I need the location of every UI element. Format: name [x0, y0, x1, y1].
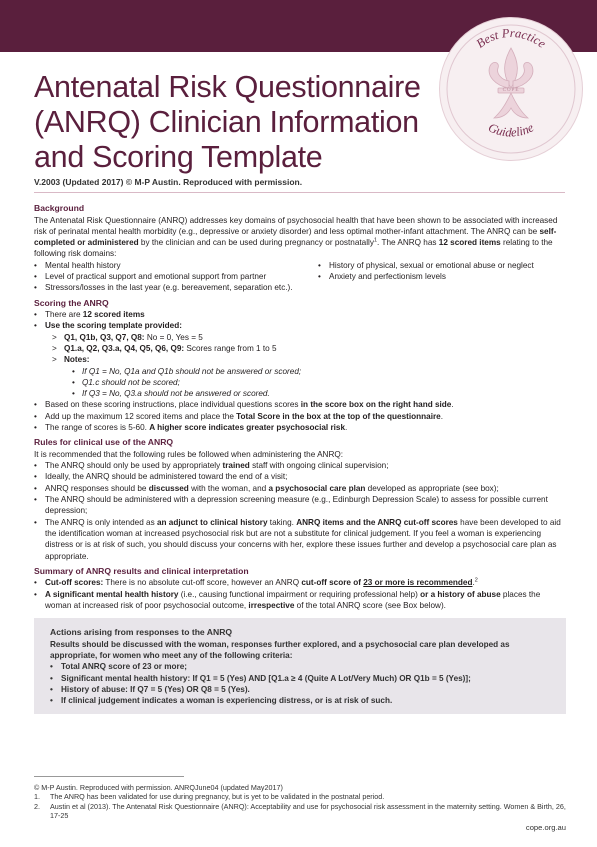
scoring-list	[34, 309, 566, 433]
seal-bottom-text: Guideline	[486, 120, 536, 140]
list-item: • Based on these scoring instructions, place individual questions scores in the score box on the right hand side.	[34, 399, 566, 410]
page-title: Antenatal Risk Questionnaire (ANRQ) Clinician Information and Scoring Template	[34, 70, 421, 174]
list-item: • The ANRQ is only intended as an adjunct to clinical history taking. ANRQ items and the ANRQ cut-off scores have been developed to aid the identification woman at increased psychosocial risk but are not a substitute for clinical judgement. If you feel a woman is experiencing distress or is at risk of such, you should discuss your concerns with her, explore these issues further and develop a psychosocial care plan as appropriate.	[34, 517, 566, 562]
footnote-divider	[34, 776, 184, 777]
note-item: • If Q1 = No, Q1a and Q1b should not be answered or scored;	[34, 366, 566, 377]
list-item: • ANRQ responses should be discussed with the woman, and a psychosocial care plan developed as appropriate (see box);	[34, 483, 566, 494]
background-emphasis: 12 scored items	[438, 238, 501, 248]
seal-center-text: COPE	[502, 88, 520, 93]
list-item: • Mental health history	[34, 260, 318, 271]
list-item: • Anxiety and perfectionism levels	[318, 271, 566, 282]
list-item: • History of physical, sexual or emotional abuse or neglect	[318, 260, 566, 271]
list-item: • The ANRQ should be administered with a depression screening measure (e.g., Edinburgh Depression Scale) to assess for possible current depression;	[34, 494, 566, 517]
sub-list-item: > Q1.a, Q2, Q3.a, Q4, Q5, Q6, Q9: Scores range from 1 to 5	[34, 343, 566, 354]
fleur-de-lis-icon	[489, 48, 533, 118]
copyright-line: © M-P Austin. Reproduced with permission. ANRQJune04 (updated May2017)	[34, 783, 283, 792]
footnotes	[34, 783, 566, 821]
list-item: • The range of scores is 5-60. A higher score indicates greater psychosocial risk.	[34, 422, 566, 433]
list-item: • The ANRQ should only be used by appropriately trained staff with ongoing clinical supervision;	[34, 460, 566, 471]
actions-heading: Actions arising from responses to the ANRQ	[50, 627, 233, 638]
footnote: 2. Austin et al (2013). The Antenatal Risk Questionnaire (ANRQ): Acceptability and use for psychosocial risk assessment in the maternity setting. Women & Birth, 26, 17-25	[34, 801, 566, 821]
risk-domains-col1	[34, 260, 318, 294]
actions-list	[50, 661, 550, 706]
version-line: V.2003 (Updated 2017) © M-P Austin. Reproduced with permission.	[34, 177, 303, 187]
sub-list-item: > Q1, Q1b, Q3, Q7, Q8: No = 0, Yes = 5	[34, 332, 566, 343]
risk-domains	[34, 260, 566, 294]
footnote: 1. The ANRQ has been validated for use during pregnancy, but is yet to be validated in the postnatal period.	[34, 792, 385, 802]
list-item: • Use the scoring template provided:	[34, 320, 566, 331]
list-item: • Add up the maximum 12 scored items and place the Total Score in the box at the top of the questionnaire.	[34, 411, 566, 422]
list-item: • Cut-off scores: There is no absolute cut-off score, however an ANRQ cut-off score of 23 or more is recommended.$^2$	[34, 577, 566, 588]
background-emphasis: self-completed or administered	[34, 226, 557, 248]
divider	[34, 192, 565, 193]
background-heading: Background	[34, 203, 85, 213]
list-item: • If clinical judgement indicates a woman is experiencing distress, or is at risk of such.	[50, 695, 550, 706]
list-item: • Stressors/losses in the last year (e.g. bereavement, separation etc.).	[34, 282, 318, 293]
note-item: • Q1.c should not be scored;	[34, 377, 566, 388]
list-item: • A significant mental health history (i.e., causing functional impairment or requiring professional help) or a history of abuse places the woman at increased risk of poor psychosocial outcome, irrespective of the total ANRQ score (see Box below).	[34, 589, 566, 612]
rules-list	[34, 460, 566, 562]
footnote-ref: 1	[373, 237, 378, 244]
list-item: • History of abuse: If Q7 = 5 (Yes) OR Q8 = 5 (Yes).	[50, 684, 550, 695]
risk-domains-col2	[318, 260, 566, 294]
list-item: • Significant mental health history: If Q1 = 5 (Yes) AND [Q1.a ≥ 4 (Quite A Lot/Very Much) OR Q1b = 5 (Yes)];	[50, 673, 550, 684]
website-link[interactable]: cope.org.au	[525, 823, 566, 832]
background-text: The Antenatal Risk Questionnaire (ANRQ) addresses key domains of psychosocial health that have been shown to be associated with increased risk of perinatal mental health morbidity (e.g., depressive or anxiety disorder) and less optimal mother-infant attachment.	[34, 215, 558, 236]
list-item: • Level of practical support and emotional support from partner	[34, 271, 318, 282]
summary-heading: Summary of ANRQ results and clinical interpretation	[34, 565, 249, 576]
seal-graphic	[440, 18, 582, 160]
background-paragraph	[34, 215, 566, 260]
list-item: • There are 12 scored items	[34, 309, 566, 320]
background-text: . The ANRQ has	[377, 238, 439, 248]
note-item: • If Q3 = No, Q3.a should not be answered or scored.	[34, 388, 566, 399]
actions-box	[34, 618, 566, 714]
background-text: relating to the following risk domains:	[34, 238, 553, 259]
seal-top-text: Best Practice	[473, 25, 549, 51]
actions-intro: Results should be discussed with the woman, responses further explored, and a psychosocial care plan developed as appropriate, for women who meet any of the following criteria:	[50, 639, 510, 660]
rules-heading: Rules for clinical use of the ANRQ	[34, 437, 174, 448]
sub-list-item: > Notes:	[34, 354, 566, 365]
summary-list	[34, 577, 566, 611]
list-item: • Ideally, the ANRQ should be administered toward the end of a visit;	[34, 471, 566, 482]
background-text: The ANRQ can be	[470, 226, 540, 236]
rules-intro: It is recommended that the following rules be followed when administering the ANRQ:	[34, 449, 344, 459]
scoring-heading: Scoring the ANRQ	[34, 297, 109, 308]
list-item: • Total ANRQ score of 23 or more;	[50, 661, 550, 672]
best-practice-guideline-seal	[440, 18, 582, 160]
background-text: by the clinician and can be used during pregnancy or postnatally	[138, 238, 374, 248]
main-content	[34, 203, 566, 714]
